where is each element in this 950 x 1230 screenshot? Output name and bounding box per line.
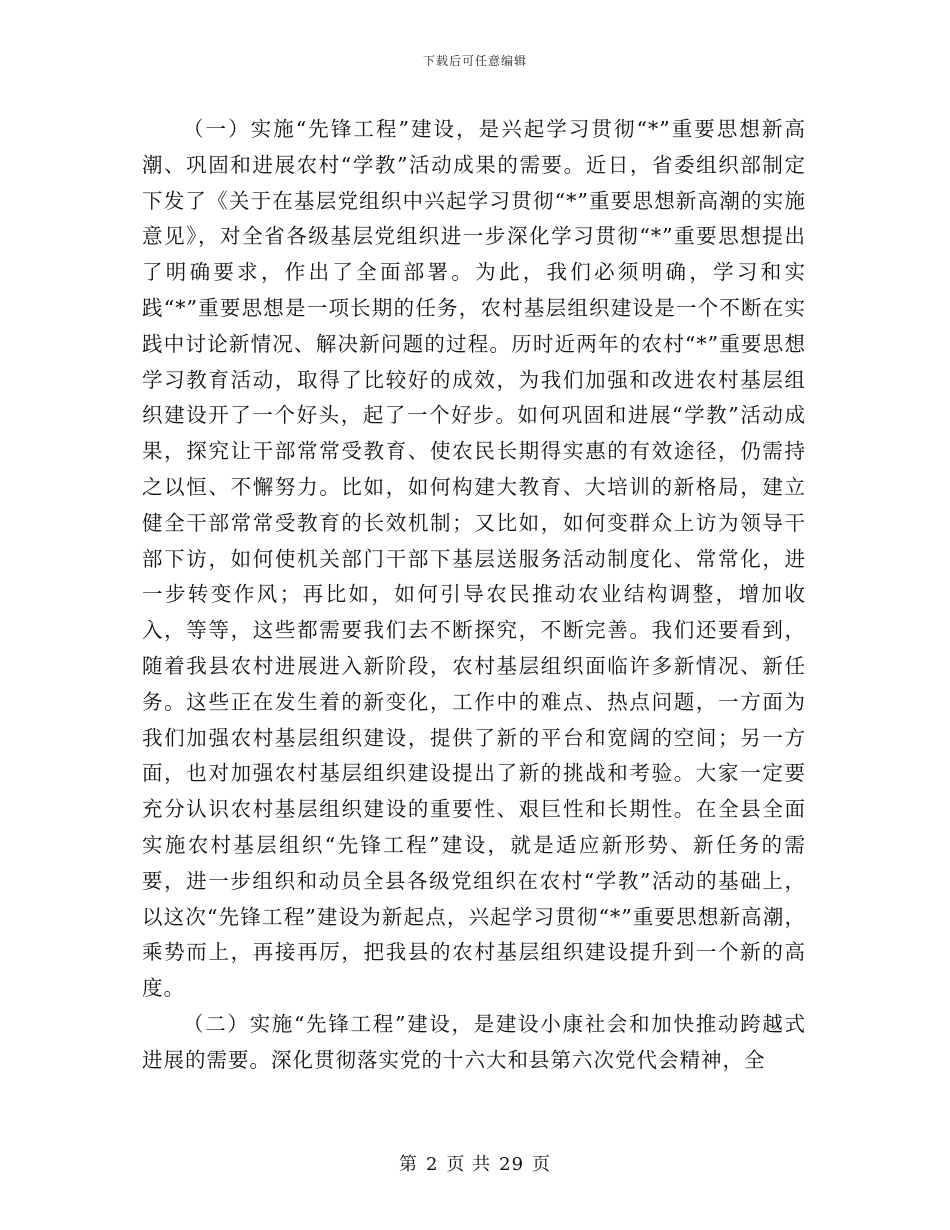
footer-middle: 页 共 [446, 1154, 492, 1175]
current-page-number: 2 [425, 1154, 439, 1175]
total-pages-number: 29 [499, 1154, 525, 1175]
document-body [142, 112, 806, 1079]
page-header: 下载后可任意编辑 [422, 54, 527, 68]
page-footer [0, 1150, 950, 1176]
paragraph-1: （一）实施“先锋工程”建设，是兴起学习贯彻“*”重要思想新高潮、巩固和进展农村“学教”活动成果的需要。近日，省委组织部制定下发了《关于在基层党组织中兴起学习贯彻“*”重要思想新高潮的实施意见》，对全省各级基层党组织进一步深化学习贯彻“*”重要思想提出了明确要求，作出了全面部署。为此，我们必须明确，学习和实践“*”重要思想是一项长期的任务，农村基层组织建设是一个不断在实践中讨论新情况、解决新问题的过程。历时近两年的农村“*”重要思想学习教育活动，取得了比较好的成效，为我们加强和改进农村基层组织建设开了一个好头，起了一个好步。如何巩固和进展“学教”活动成果，探究让干部常常受教育、使农民长期得实惠的有效途径，仍需持之以恒、不懈努力。比如，如何构建大教育、大培训的新格局，建立健全干部常常受教育的长效机制；又比如，如何变群众上访为领导干部下访，如何使机关部门干部下基层送服务活动制度化、常常化，进一步转变作风；再比如，如何引导农民推动农业结构调整，增加收入，等等，这些都需要我们去不断探究，不断完善。我们还要看到，随着我县农村进展进入新阶段，农村基层组织面临许多新情况、新任务。这些正在发生着的新变化，工作中的难点、热点问题，一方面为我们加强农村基层组织建设，提供了新的平台和宽阔的空间；另一方面，也对加强农村基层组织建设提出了新的挑战和考验。大家一定要充分认识农村基层组织建设的重要性、艰巨性和长期性。在全县全面实施农村基层组织“先锋工程”建设，就是适应新形势、新任务的需要，进一步组织和动员全县各级党组织在农村“学教”活动的基础上，以这次“先锋工程”建设为新起点，兴起学习贯彻“*”重要思想新高潮，乘势而上，再接再厉，把我县的农村基层组织建设提升到一个新的高度。 [142, 117, 806, 1001]
footer-prefix: 第 [398, 1154, 418, 1175]
footer-suffix: 页 [532, 1154, 552, 1175]
paragraph-2: （二）实施“先锋工程”建设，是建设小康社会和加快推动跨越式进展的需要。深化贯彻落实党的十六大和县第六次党代会精神，全 [142, 1011, 806, 1072]
